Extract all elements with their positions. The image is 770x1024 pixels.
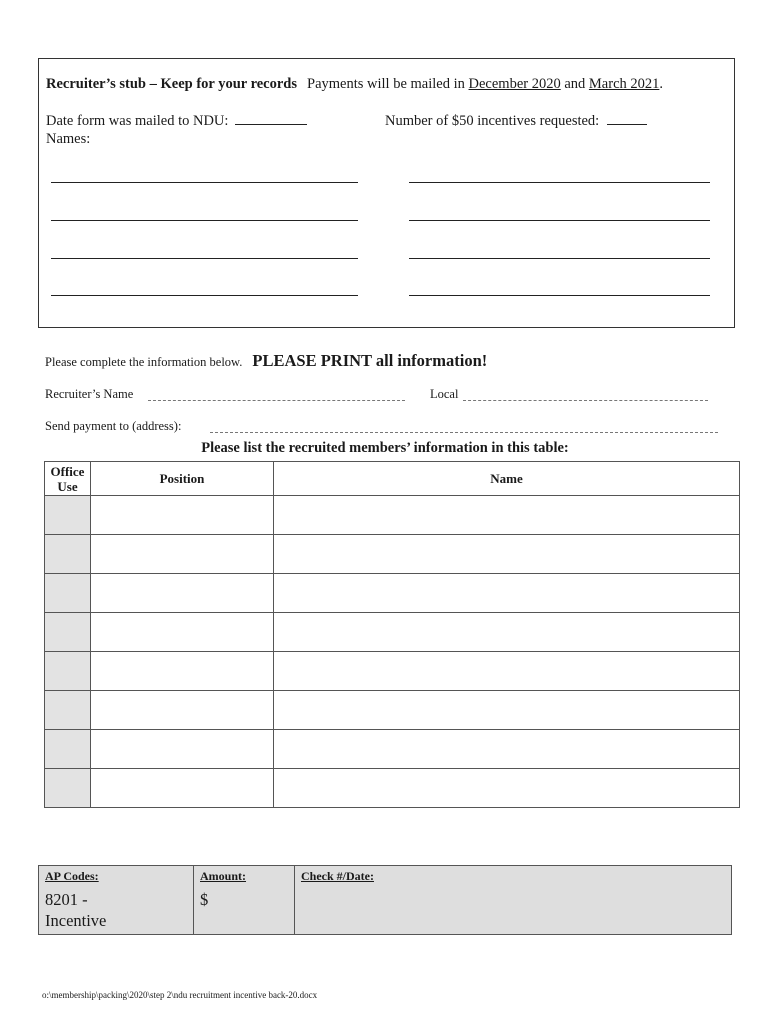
check-date-cell xyxy=(295,866,732,935)
office-use-cell xyxy=(45,730,91,769)
office-use-cell xyxy=(45,769,91,808)
position-cell[interactable] xyxy=(91,652,274,691)
office-use-cell xyxy=(45,613,91,652)
date-mailed-field[interactable] xyxy=(235,112,307,125)
office-use-cell xyxy=(45,652,91,691)
payment-date-december: December 2020 xyxy=(468,76,561,92)
position-cell[interactable] xyxy=(91,535,274,574)
col-position: Position xyxy=(91,462,274,496)
office-use-cell xyxy=(45,535,91,574)
name-line-left-2[interactable] xyxy=(51,220,358,221)
name-cell[interactable] xyxy=(274,769,740,808)
name-cell[interactable] xyxy=(274,730,740,769)
position-cell[interactable] xyxy=(91,769,274,808)
recruiter-name-label: Recruiter’s Name xyxy=(45,387,134,401)
amount-value: $ xyxy=(200,890,209,909)
ap-codes-label: AP Codes: xyxy=(45,869,99,883)
send-payment-label: Send payment to (address): xyxy=(45,419,182,433)
stub-header-line xyxy=(46,75,663,93)
position-cell[interactable] xyxy=(91,730,274,769)
name-cell[interactable] xyxy=(274,652,740,691)
stub-title: Recruiter’s stub – Keep for your records xyxy=(46,76,298,92)
table-row xyxy=(45,613,740,652)
name-line-right-2[interactable] xyxy=(409,220,710,221)
name-line-left-3[interactable] xyxy=(51,258,358,259)
col-office-use: Office Use xyxy=(45,462,91,496)
names-label: Names: xyxy=(46,131,91,147)
instruction-text: Please complete the information below. xyxy=(45,355,243,369)
amount-cell xyxy=(194,866,295,935)
payments-prefix: Payments will be mailed in xyxy=(307,76,469,92)
print-notice: PLEASE PRINT all information! xyxy=(252,351,488,370)
table-row xyxy=(45,730,740,769)
check-date-label: Check #/Date: xyxy=(301,869,374,883)
name-cell[interactable] xyxy=(274,574,740,613)
date-mailed-row xyxy=(46,112,307,130)
instruction-row xyxy=(45,351,487,371)
incentives-count-field[interactable] xyxy=(607,112,647,125)
table-row xyxy=(45,652,740,691)
date-mailed-label: Date form was mailed to NDU: xyxy=(46,113,229,129)
office-use-cell xyxy=(45,496,91,535)
payments-and: and xyxy=(560,76,589,92)
name-line-right-3[interactable] xyxy=(409,258,710,259)
table-row xyxy=(45,691,740,730)
name-cell[interactable] xyxy=(274,535,740,574)
amount-label: Amount: xyxy=(200,869,247,883)
recruited-members-table xyxy=(44,461,740,808)
name-cell[interactable] xyxy=(274,496,740,535)
position-cell[interactable] xyxy=(91,496,274,535)
recruiter-stub-box xyxy=(38,58,735,328)
document-path-footer: o:\membership\packing\2020\step 2\ndu recruitment incentive back-20.docx xyxy=(42,990,318,1000)
name-line-right-1[interactable] xyxy=(409,182,710,183)
position-cell[interactable] xyxy=(91,574,274,613)
local-label: Local xyxy=(430,387,459,401)
local-field[interactable] xyxy=(463,400,708,401)
name-line-left-1[interactable] xyxy=(51,182,358,183)
table-row xyxy=(45,769,740,808)
send-payment-address-field[interactable] xyxy=(210,432,718,433)
recruiter-name-field[interactable] xyxy=(148,400,405,401)
incentives-row xyxy=(385,112,647,130)
ap-codes-table xyxy=(38,865,732,935)
table-row xyxy=(45,535,740,574)
name-cell[interactable] xyxy=(274,691,740,730)
payment-date-march: March 2021 xyxy=(588,76,660,92)
incentives-label: Number of $50 incentives requested: xyxy=(385,113,600,129)
ap-codes-row xyxy=(39,866,732,935)
ap-code-value: 8201 - Incentive xyxy=(45,890,107,930)
name-cell[interactable] xyxy=(274,613,740,652)
ap-codes-cell xyxy=(39,866,194,935)
office-use-cell xyxy=(45,574,91,613)
name-line-left-4[interactable] xyxy=(51,295,358,296)
members-table-header-row xyxy=(45,462,740,496)
members-table-heading: Please list the recruited members’ information in this table: xyxy=(201,440,569,456)
office-use-cell xyxy=(45,691,91,730)
position-cell[interactable] xyxy=(91,613,274,652)
table-row xyxy=(45,574,740,613)
col-name: Name xyxy=(274,462,740,496)
name-line-right-4[interactable] xyxy=(409,295,710,296)
position-cell[interactable] xyxy=(91,691,274,730)
table-row xyxy=(45,496,740,535)
payments-suffix: . xyxy=(659,76,663,92)
